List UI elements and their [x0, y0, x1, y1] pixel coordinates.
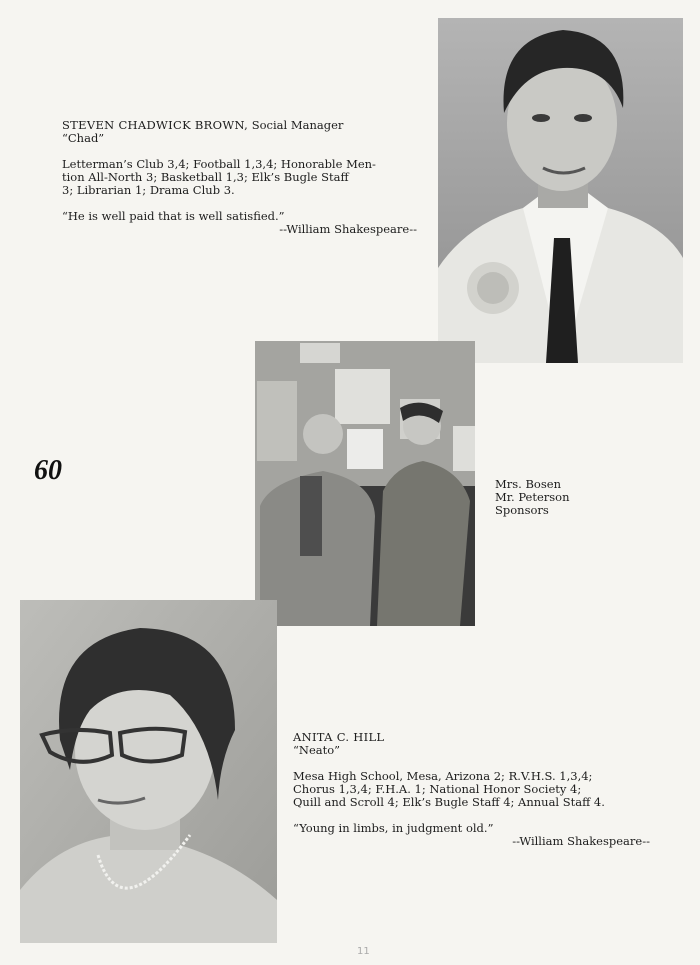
portrait-anita-hill: [20, 600, 277, 943]
senior-quote: “He is well paid that is well satisfied.”: [62, 209, 285, 223]
senior-steven-brown-text: [62, 119, 417, 236]
sponsor-name: Mr. Peterson: [495, 490, 570, 504]
senior-nickname: “Neato”: [293, 743, 341, 757]
footer-mark: 11: [357, 946, 370, 957]
senior-anita-hill-text: [293, 731, 650, 848]
senior-activities: tion All-North 3; Basketball 1,3; Elk’s Bugle Staff: [62, 170, 349, 184]
senior-nickname: “Chad”: [62, 131, 105, 145]
senior-activities: Chorus 1,3,4; F.H.A. 1; National Honor Society 4;: [293, 782, 582, 796]
senior-activities: Letterman’s Club 3,4; Football 1,3,4; Honorable Men-: [62, 157, 376, 171]
senior-quote-author: --William Shakespeare--: [279, 222, 417, 236]
senior-activities: 3; Librarian 1; Drama Club 3.: [62, 183, 235, 197]
senior-name: ANITA C. HILL: [293, 730, 385, 744]
senior-activities: Quill and Scroll 4; Elk’s Bugle Staff 4; Annual Staff 4.: [293, 795, 605, 809]
senior-role: Social Manager: [248, 118, 344, 132]
portrait-steven-brown: [438, 18, 683, 363]
senior-quote-author: --William Shakespeare--: [512, 834, 650, 848]
sponsors-photo: [255, 341, 475, 626]
sponsors-label: Sponsors: [495, 503, 549, 517]
senior-name-line: [62, 119, 417, 132]
sponsors-caption: [495, 478, 675, 517]
senior-name: STEVEN CHADWICK BROWN,: [62, 118, 249, 132]
page-number: 60: [34, 455, 62, 486]
senior-activities: Mesa High School, Mesa, Arizona 2; R.V.H.S. 1,3,4;: [293, 769, 593, 783]
sponsor-name: Mrs. Bosen: [495, 477, 561, 491]
senior-quote: “Young in limbs, in judgment old.”: [293, 821, 494, 835]
